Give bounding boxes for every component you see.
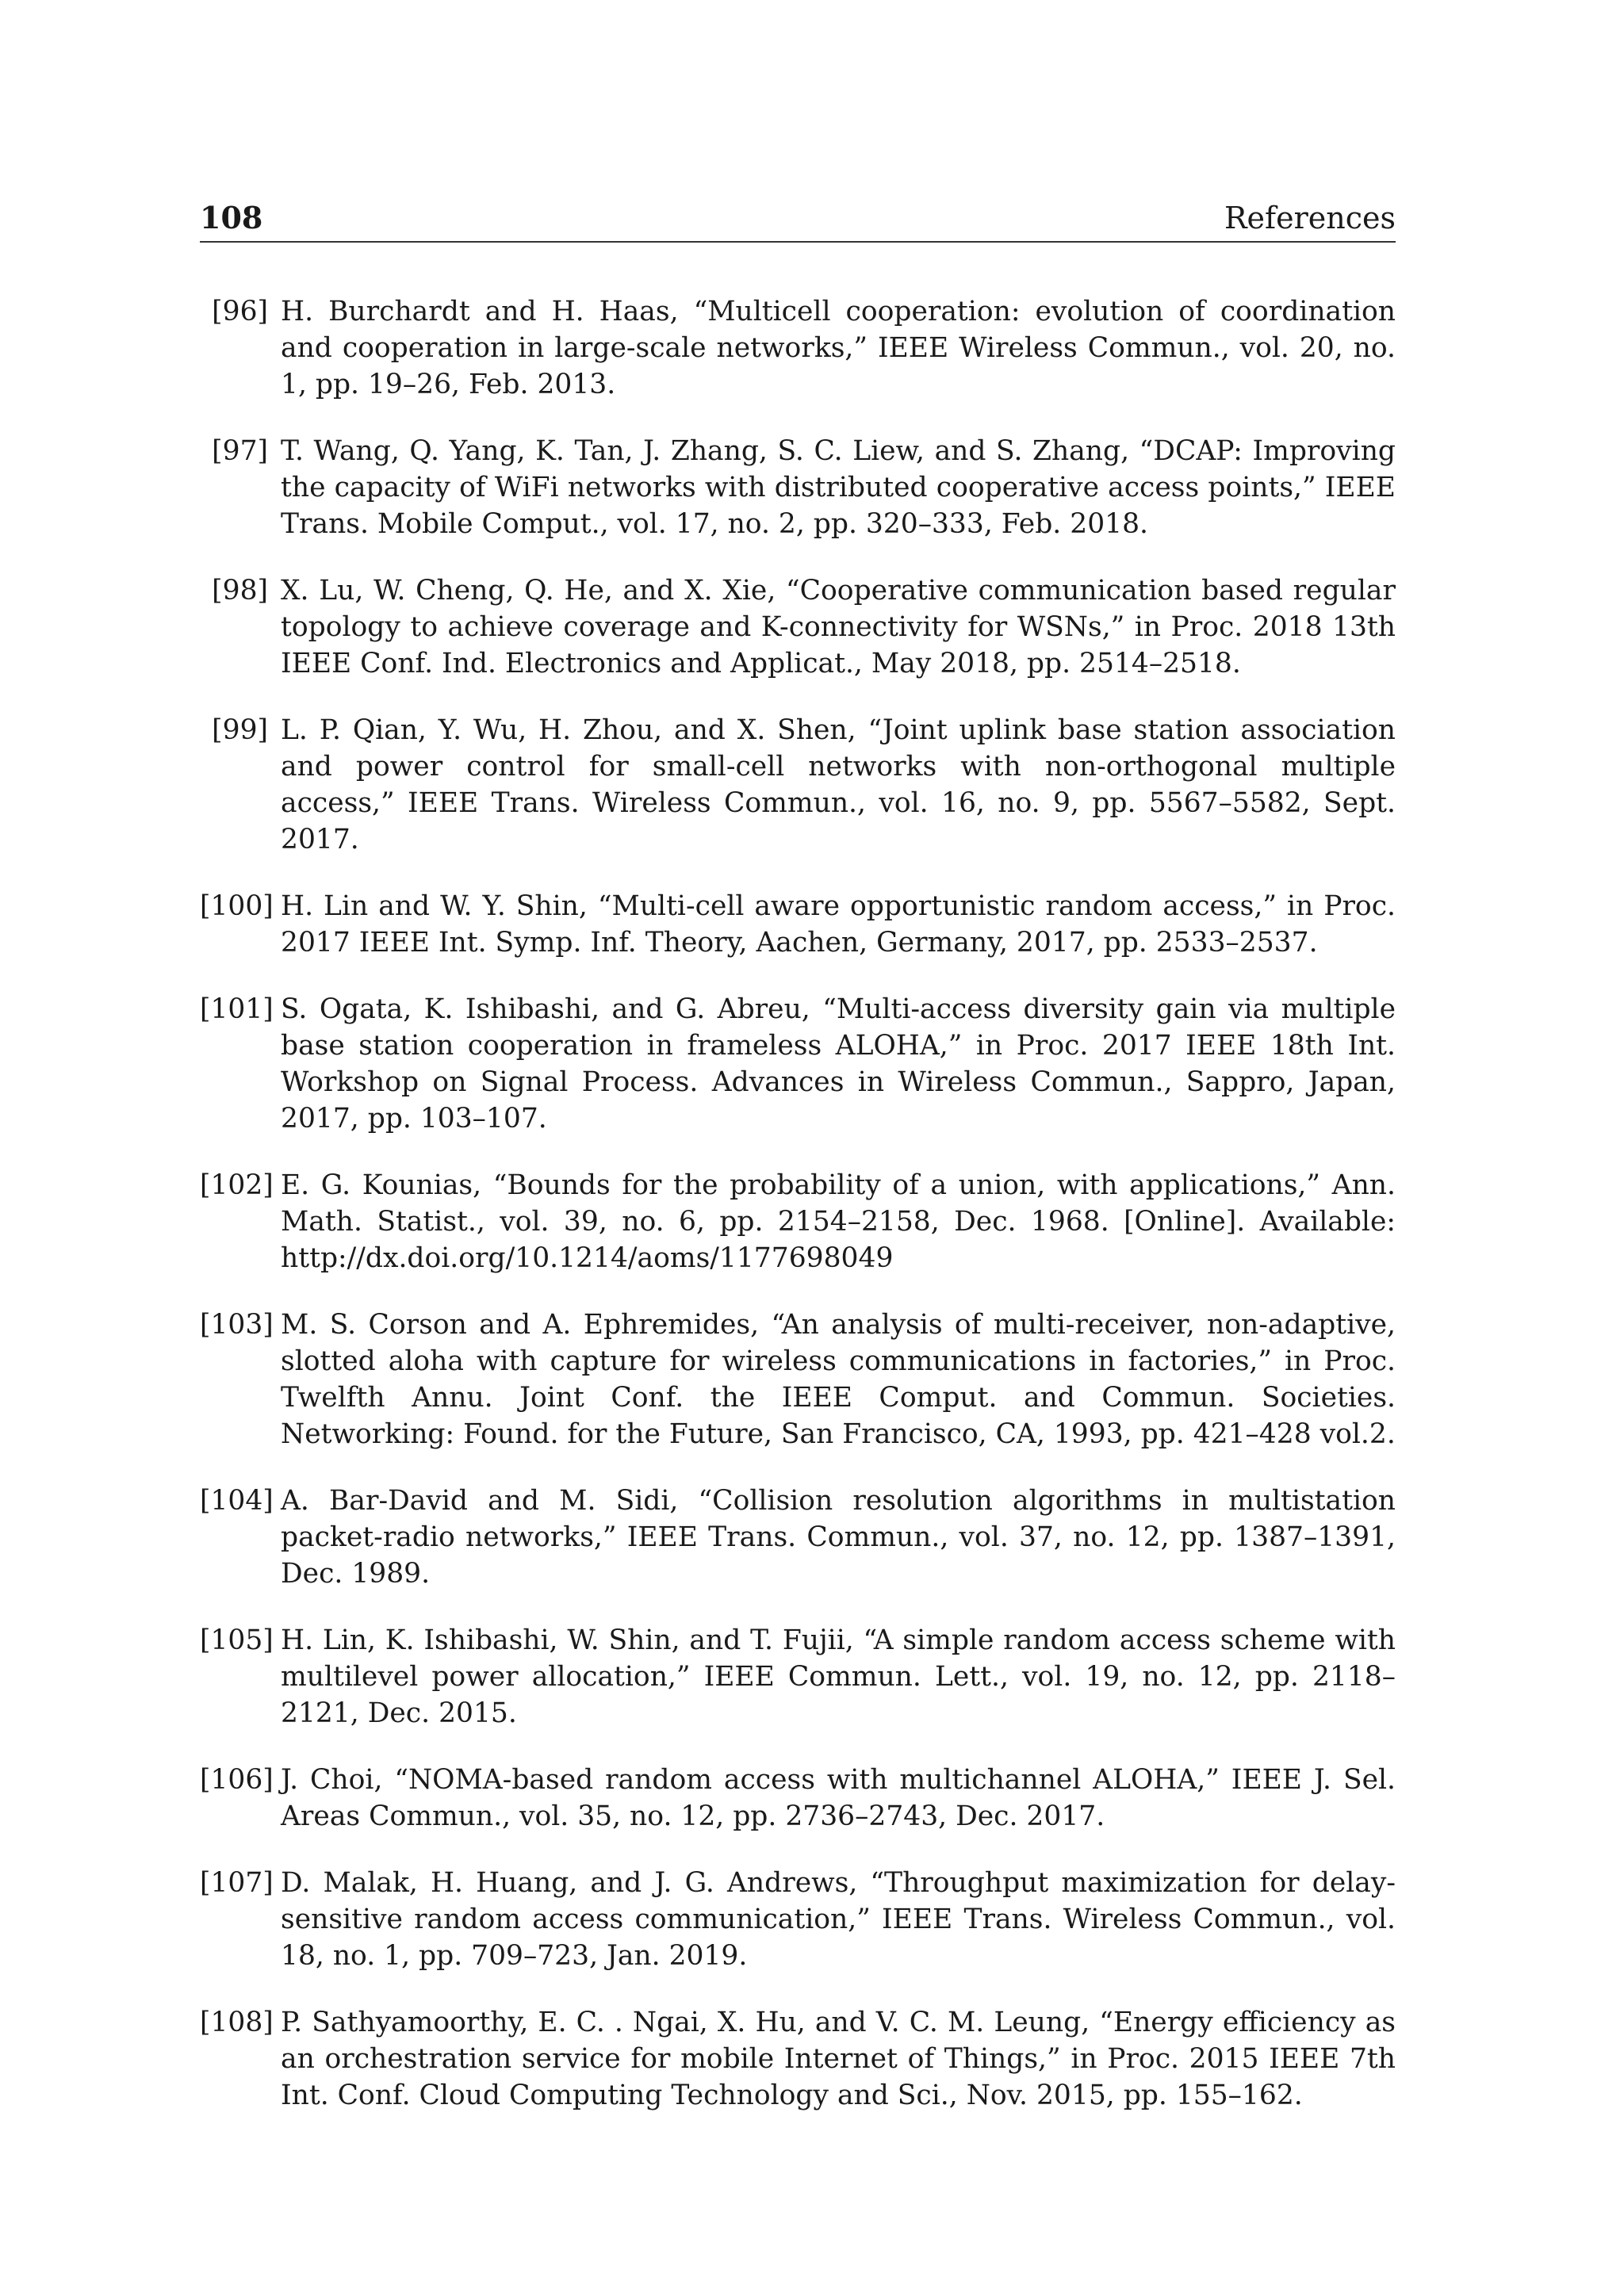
reference-text: H. Burchardt and H. Haas, “Multicell cooperation: evolution of coordination and cooperation in large-scale networks,” IEEE Wireless Commun., vol. 20, no. 1, pp. 19–26, Feb. 2013.: [281, 296, 1396, 400]
reference-text: E. G. Kounias, “Bounds for the probability of a union, with applications,” Ann. Math. Statist., vol. 39, no. 6, pp. 2154–2158, Dec. 1968. [Online]. Available: http://dx.doi.org/10.1214/aoms/1177698049: [281, 1169, 1396, 1274]
reference-text: H. Lin, K. Ishibashi, W. Shin, and T. Fujii, “A simple random access scheme with multilevel power allocation,” IEEE Commun. Lett., vol. 19, no. 12, pp. 2118–2121, Dec. 2015.: [281, 1624, 1396, 1729]
reference-item: [200, 433, 1396, 542]
reference-item: [200, 1167, 1396, 1276]
reference-item: [200, 1307, 1396, 1452]
reference-text: M. S. Corson and A. Ephremides, “An analysis of multi-receiver, non-adaptive, slotted aloha with capture for wireless communications in factories,” in Proc. Twelfth Annu. Joint Conf. the IEEE Comput. and Commun. Societies. Networking: Found. for the Future, San Francisco, CA, 1993, pp. 421–428 vol.2.: [281, 1309, 1396, 1450]
reference-text: T. Wang, Q. Yang, K. Tan, J. Zhang, S. C. Liew, and S. Zhang, “DCAP: Improving the capacity of WiFi networks with distributed cooperative access points,” IEEE Trans. Mobile Comput., vol. 17, no. 2, pp. 320–333, Feb. 2018.: [281, 435, 1396, 540]
reference-text: P. Sathyamoorthy, E. C. . Ngai, X. Hu, and V. C. M. Leung, “Energy efficiency as an orchestration service for mobile Internet of Things,” in Proc. 2015 IEEE 7th Int. Conf. Cloud Computing Technology and Sci., Nov. 2015, pp. 155–162.: [281, 2007, 1396, 2111]
document-page: [200, 0, 1396, 2296]
reference-number: [100]: [200, 890, 274, 922]
reference-text: A. Bar-David and M. Sidi, “Collision resolution algorithms in multistation packet-radio networks,” IEEE Trans. Commun., vol. 37, no. 12, pp. 1387–1391, Dec. 1989.: [281, 1485, 1396, 1590]
reference-item: [200, 991, 1396, 1137]
reference-number: [98]: [212, 575, 268, 607]
reference-number: [101]: [200, 993, 274, 1025]
reference-text: H. Lin and W. Y. Shin, “Multi-cell aware opportunistic random access,” in Proc. 2017 IEEE Int. Symp. Inf. Theory, Aachen, Germany, 2017, pp. 2533–2537.: [281, 890, 1396, 959]
reference-item: [200, 1622, 1396, 1732]
reference-item: [200, 572, 1396, 682]
reference-item: [200, 1762, 1396, 1835]
reference-item: [200, 293, 1396, 403]
reference-text: X. Lu, W. Cheng, Q. He, and X. Xie, “Cooperative communication based regular topology to achieve coverage and K-connectivity for WSNs,” in Proc. 2018 13th IEEE Conf. Ind. Electronics and Applicat., May 2018, pp. 2514–2518.: [281, 575, 1396, 679]
reference-text: S. Ogata, K. Ishibashi, and G. Abreu, “Multi-access diversity gain via multiple base station cooperation in frameless ALOHA,” in Proc. 2017 IEEE 18th Int. Workshop on Signal Process. Advances in Wireless Commun., Sappro, Japan, 2017, pp. 103–107.: [281, 993, 1396, 1135]
reference-item: [200, 1483, 1396, 1592]
reference-text: D. Malak, H. Huang, and J. G. Andrews, “Throughput maximization for delay-sensitive random access communication,” IEEE Trans. Wireless Commun., vol. 18, no. 1, pp. 709–723, Jan. 2019.: [281, 1867, 1396, 1972]
reference-number: [107]: [200, 1867, 274, 1899]
reference-number: [102]: [200, 1169, 274, 1201]
reference-number: [103]: [200, 1309, 274, 1341]
page-number: 108: [200, 200, 263, 235]
reference-number: [99]: [212, 714, 268, 746]
reference-item: [200, 888, 1396, 961]
running-head: References: [1224, 201, 1396, 235]
reference-number: [108]: [200, 2007, 274, 2038]
reference-number: [104]: [200, 1485, 274, 1517]
reference-item: [200, 1865, 1396, 1974]
reference-number: [106]: [200, 1764, 274, 1796]
reference-number: [96]: [212, 296, 268, 327]
reference-text: J. Choi, “NOMA-based random access with multichannel ALOHA,” IEEE J. Sel. Areas Commun., vol. 35, no. 12, pp. 2736–2743, Dec. 2017.: [281, 1764, 1396, 1832]
page-header: [200, 197, 1396, 243]
reference-number: [97]: [212, 435, 268, 467]
reference-text: L. P. Qian, Y. Wu, H. Zhou, and X. Shen, “Joint uplink base station association and power control for small-cell networks with non-orthogonal multiple access,” IEEE Trans. Wireless Commun., vol. 16, no. 9, pp. 5567–5582, Sept. 2017.: [281, 714, 1396, 855]
reference-item: [200, 2004, 1396, 2114]
reference-item: [200, 712, 1396, 858]
reference-list: [200, 293, 1396, 2144]
reference-number: [105]: [200, 1624, 274, 1656]
